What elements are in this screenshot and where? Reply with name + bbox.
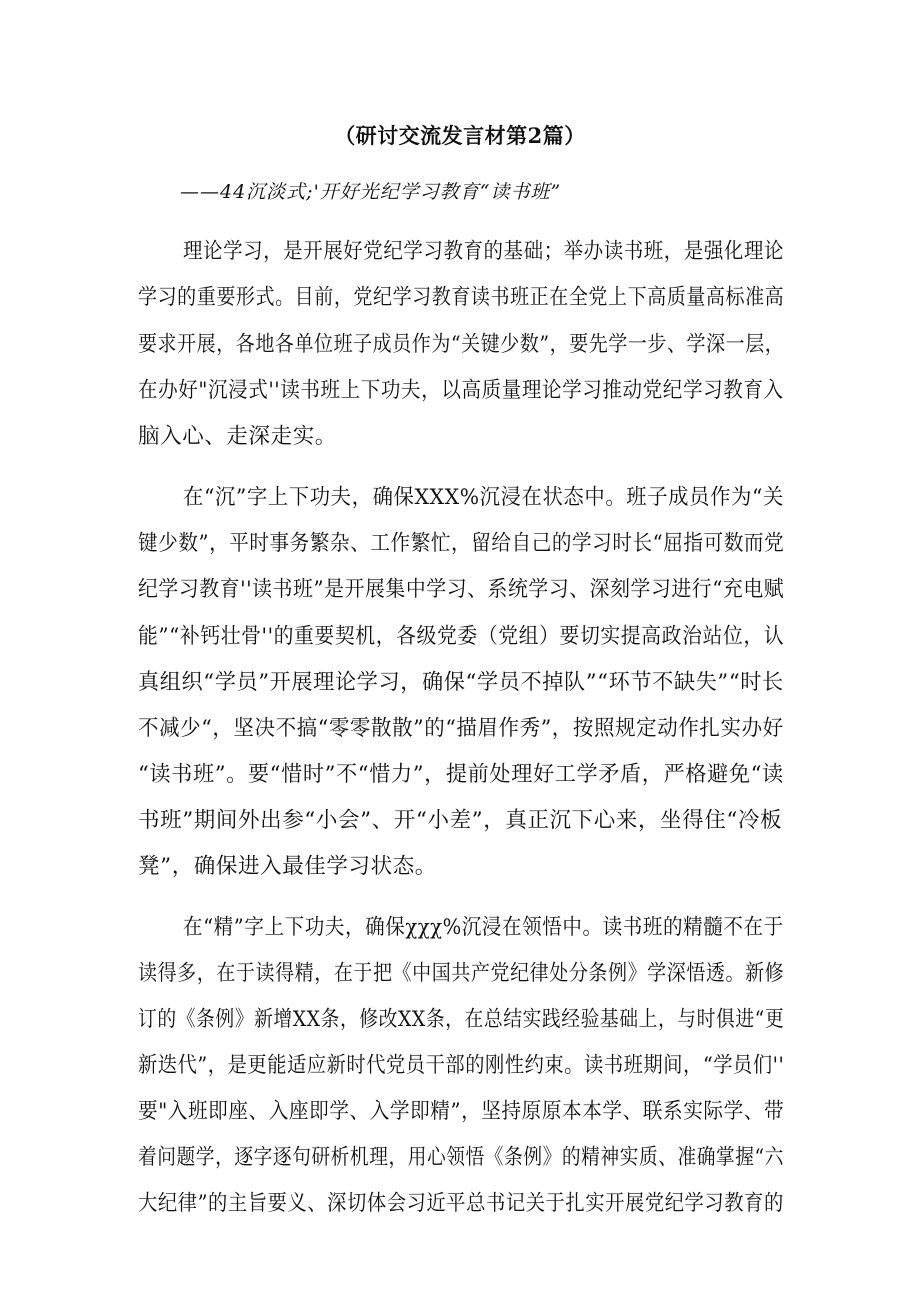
paragraph-2-line-5: 真组织“学员”开展理论学习，确保“学员不掉队”“环节不缺失”“时长	[138, 670, 784, 695]
paragraph-2-line-4: 能”“补钙壮骨''的重要契机，各级党委（党组）要切实提高政治站位，认	[138, 624, 785, 649]
paragraph-2-line-8: 书班”期间外出参“小会”、开“小差”，真正沉下心来，坐得住“冷板	[138, 808, 783, 833]
paragraph-2-line-9: 凳”，确保进入最佳学习状态。	[138, 854, 437, 879]
paragraph-2-line-1: 在“沉”字上下功夫，确保XXX%沉浸在状态中。班子成员作为“关	[183, 485, 784, 510]
paragraph-1-line-5: 脑入心、走深走实。	[138, 424, 337, 449]
paragraph-3-line-1: 在“精”字上下功夫，确保χχχ%沉浸在领悟中。读书班的精髓不在于	[183, 915, 784, 940]
paragraph-3-line-6: 着问题学，逐字逐句研析机理，用心领悟《条例》的精神实质、准确掌握“六	[138, 1145, 784, 1170]
paragraph-2-line-3: 纪学习教育''读书班”是开展集中学习、系统学习、深刻学习进行“充电赋	[138, 577, 785, 602]
paragraph-2-line-2: 键少数”，平时事务繁杂、工作繁忙，留给自己的学习时长“屈指可数而党	[138, 531, 785, 556]
paragraph-3-line-2: 读得多，在于读得精，在于把《中国共产党纪律处分条例》学深悟透。新修	[138, 961, 785, 986]
paragraph-3-line-5: 要"入班即座、入座即学、入学即精”，坚持原原本本学、联系实际学、带	[138, 1099, 785, 1124]
paragraph-1-line-2: 学习的重要形式。目前，党纪学习教育读书班正在全党上下高质量高标准高	[138, 285, 785, 310]
document-title: （研讨交流发言材第2篇）	[334, 123, 586, 148]
paragraph-1-line-3: 要求开展，各地各单位班子成员作为“关键少数”，要先学一步、学深一层，	[138, 332, 785, 357]
paragraph-2-line-7: “读书班”。要“惜时”不“惜力”，提前处理好工学矛盾，严格避免“读	[138, 762, 784, 787]
paragraph-2-line-6: 不减少“，坚决不搞“零零散散”的“描眉作秀”，按照规定动作扎实办好	[138, 716, 784, 741]
paragraph-1-line-4: 在办好"沉浸式''读书班上下功夫，以高质量理论学习推动党纪学习教育入	[138, 378, 784, 403]
paragraph-3-line-3: 订的《条例》新增XX条，修改XX条，在总结实践经验基础上，与时俱进“更	[138, 1007, 785, 1032]
paragraph-3-line-4: 新迭代”，是更能适应新时代党员干部的刚性约束。读书班期间，“学员们''	[138, 1053, 785, 1078]
document-subtitle: ——44沉淡式;'开好光纪学习教育“读书班”	[180, 181, 562, 203]
paragraph-1-line-1: 理论学习，是开展好党纪学习教育的基础；举办读书班，是强化理论	[183, 239, 785, 264]
paragraph-3-line-7: 大纪律”的主旨要义、深切体会习近平总书记关于扎实开展党纪学习教育的	[138, 1191, 784, 1216]
